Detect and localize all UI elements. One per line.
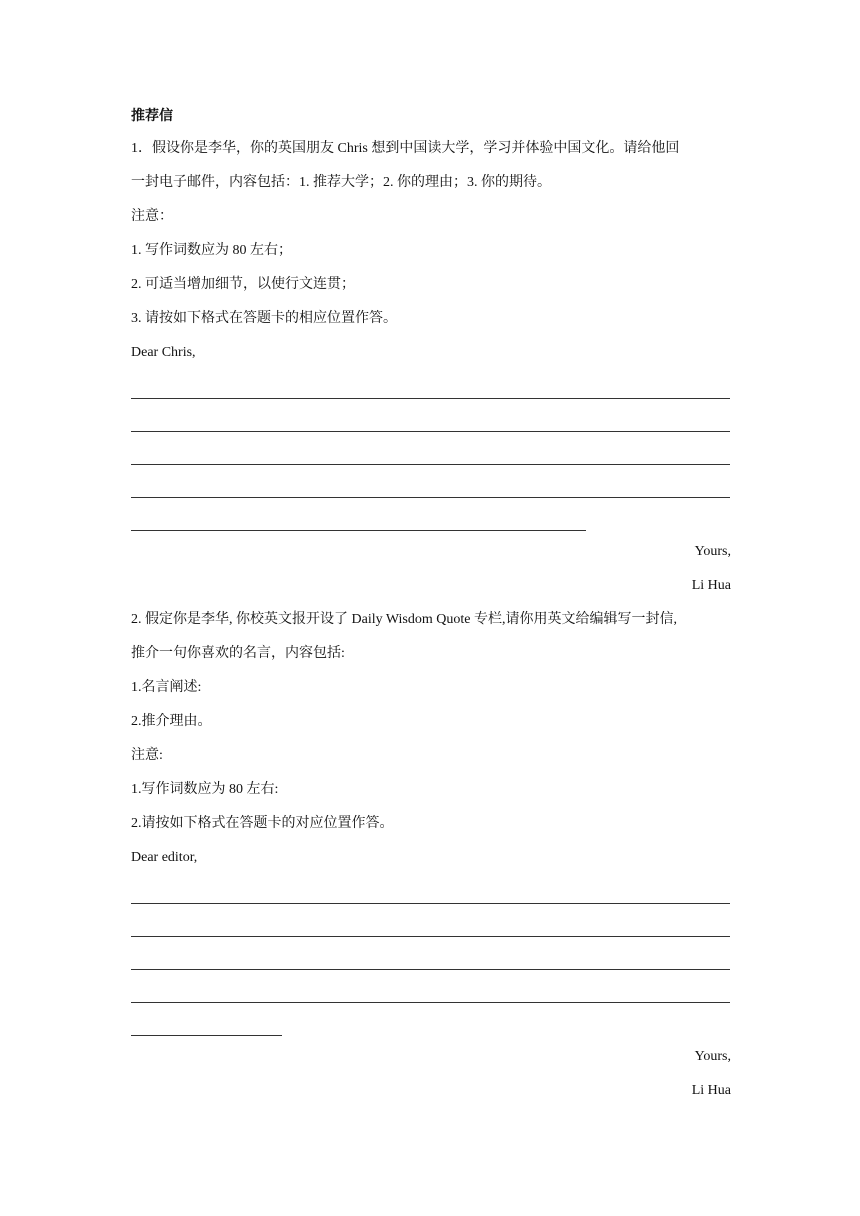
task2-signature: Li Hua (691, 1083, 731, 1098)
task1-prompt-line2: 一封电子邮件，内容包括：1. 推荐大学；2. 你的理由；3. 你的期待。 (131, 175, 551, 190)
answer-rule (131, 464, 730, 465)
task1-closing: Yours, (694, 544, 731, 559)
task2-prompt-line2: 推介一句你喜欢的名言，内容包括: (131, 646, 345, 661)
section-title: 推荐信 (131, 108, 173, 124)
answer-rule (131, 1002, 730, 1003)
answer-rule (131, 530, 586, 531)
task1-signature: Li Hua (691, 578, 731, 593)
answer-rule (131, 936, 730, 937)
answer-rule (131, 398, 730, 399)
task1-note-2: 2. 可适当增加细节，以使行文连贯； (131, 277, 355, 292)
task2-answer-line-4 (131, 974, 731, 1007)
task1-answer-line-4 (131, 469, 731, 502)
task2-note-2: 2.请按如下格式在答题卡的对应位置作答。 (131, 816, 394, 831)
answer-rule (131, 1035, 282, 1036)
task1-note-label: 注意： (131, 209, 173, 224)
task1-note-1: 1. 写作词数应为 80 左右； (131, 243, 292, 258)
task1-prompt-line1: 1．假设你是李华，你的英国朋友 Chris 想到中国读大学，学习并体验中国文化。请给他回 (131, 141, 680, 156)
task2-point-1: 1.名言阐述: (131, 680, 202, 695)
document-page (131, 104, 731, 1108)
answer-rule (131, 903, 730, 904)
task1-answer-line-2 (131, 403, 731, 436)
task2-point-2: 2.推介理由。 (131, 714, 212, 729)
task1-answer-line-3 (131, 436, 731, 469)
task2-closing: Yours, (694, 1049, 731, 1064)
task1-salutation: Dear Chris, (131, 345, 196, 360)
task2-salutation: Dear editor, (131, 850, 198, 865)
task2-answer-line-3 (131, 941, 731, 974)
task2-note-label: 注意: (131, 748, 163, 763)
answer-rule (131, 969, 730, 970)
task2-answer-line-1 (131, 875, 731, 908)
answer-rule (131, 431, 730, 432)
task1-answer-line-1 (131, 370, 731, 403)
task2-prompt-line1: 2. 假定你是李华, 你校英文报开设了 Daily Wisdom Quote 专栏,请你用英文给编辑写一封信, (131, 612, 677, 627)
task2-answer-line-2 (131, 908, 731, 941)
task2-answer-line-5 (131, 1007, 731, 1040)
task2-note-1: 1.写作词数应为 80 左右: (131, 782, 279, 797)
answer-rule (131, 497, 730, 498)
task1-note-3: 3. 请按如下格式在答题卡的相应位置作答。 (131, 311, 397, 326)
task1-answer-line-5 (131, 502, 731, 535)
